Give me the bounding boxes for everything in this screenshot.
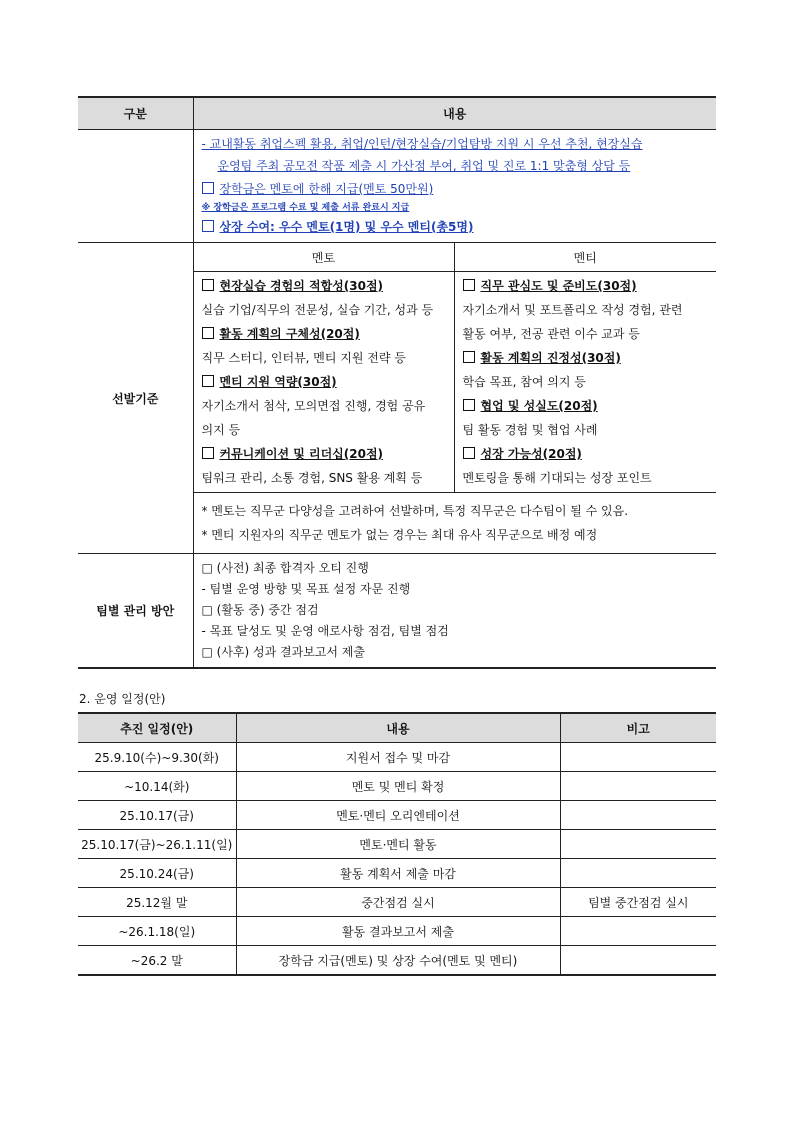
criterion-title-text: 활동 계획의 구체성(20점)	[219, 327, 360, 341]
mentor-criteria	[193, 272, 454, 493]
mentee-criterion-desc: 학습 목표, 참여 의지 등	[462, 375, 586, 389]
table-row	[78, 859, 716, 888]
selection-subheader-row	[78, 243, 716, 272]
team-mgmt-row	[78, 554, 716, 669]
schedule-note-cell	[560, 772, 716, 801]
mentor-criterion-title	[202, 370, 448, 394]
schedule-header-row	[78, 713, 716, 743]
benefit-line-5	[202, 215, 711, 239]
mentee-criterion-title	[463, 274, 711, 298]
schedule-body	[78, 743, 716, 976]
benefit-line-2: 운영팀 주최 공모전 작품 제출 시 가산점 부여, 취업 및 진로 1:1 맞춤형 상담 등	[217, 159, 631, 173]
mentee-criteria	[454, 272, 716, 493]
table-row	[78, 772, 716, 801]
table-row	[78, 946, 716, 976]
mentee-criterion-desc: 활동 여부, 전공 관련 이수 교과 등	[462, 327, 640, 341]
schedule-date-cell: 25.10.17(금)	[78, 801, 236, 830]
mentor-criterion-title	[202, 274, 448, 298]
table-row	[78, 830, 716, 859]
checkbox-icon	[463, 399, 475, 411]
mentee-criterion-desc: 팀 활동 경험 및 협업 사례	[462, 423, 598, 437]
table-row	[78, 917, 716, 946]
criterion-title-text: 성장 가능성(20점)	[480, 447, 582, 461]
mentee-criterion-desc: 자기소개서 및 포트폴리오 작성 경험, 관련	[462, 303, 683, 317]
note-line: * 멘티 지원자의 직무군 멘토가 없는 경우는 최대 유사 직무군으로 배정 예정	[201, 528, 598, 542]
schedule-note-cell: 팀별 중간점검 실시	[560, 888, 716, 917]
selection-label: 선발기준	[78, 243, 193, 554]
schedule-date-cell: 25.10.17(금)~26.1.11(일)	[78, 830, 236, 859]
section-heading: 2. 운영 일정(안)	[79, 692, 166, 706]
team-mgmt-label: 팀별 관리 방안	[78, 554, 193, 669]
schedule-note-cell	[560, 830, 716, 859]
criterion-title-text: 멘티 지원 역량(30점)	[219, 375, 337, 389]
checkbox-icon	[202, 279, 214, 291]
mentee-criterion-title	[463, 346, 711, 370]
table-row	[78, 801, 716, 830]
criterion-title-text: 활동 계획의 진정성(30점)	[480, 351, 621, 365]
checkbox-icon	[202, 375, 214, 387]
schedule-content-cell: 멘토 및 멘티 확정	[236, 772, 560, 801]
schedule-note-cell	[560, 946, 716, 976]
table-row	[78, 888, 716, 917]
mentor-criterion-desc: 팀워크 관리, 소통 경험, SNS 활용 계획 등	[201, 471, 423, 485]
schedule-date-cell: ~26.2 말	[78, 946, 236, 976]
header-category: 구분	[78, 97, 193, 130]
table-row	[78, 743, 716, 772]
schedule-note-cell	[560, 917, 716, 946]
note-line: * 멘토는 직무군 다양성을 고려하여 선발하며, 특정 직무군은 다수팀이 될 수 있음.	[201, 504, 629, 518]
mentee-criterion-desc: 멘토링을 통해 기대되는 성장 포인트	[462, 471, 652, 485]
team-mgmt-line: - 팀별 운영 방향 및 목표 설정 자문 진행	[201, 582, 411, 596]
criterion-title-text: 직무 관심도 및 준비도(30점)	[480, 279, 637, 293]
team-mgmt-line: - 목표 달성도 및 운영 애로사항 점검, 팀별 점검	[201, 624, 449, 638]
schedule-content-cell: 지원서 접수 및 마감	[236, 743, 560, 772]
schedule-note-cell	[560, 743, 716, 772]
schedule-date-cell: ~26.1.18(일)	[78, 917, 236, 946]
checkbox-icon	[202, 220, 214, 232]
mentor-criterion-desc: 실습 기업/직무의 전문성, 실습 기간, 성과 등	[201, 303, 434, 317]
checkbox-icon	[463, 279, 475, 291]
benefits-label-cell	[78, 130, 193, 243]
criterion-title-text: 현장실습 경험의 적합성(30점)	[219, 279, 384, 293]
criterion-title-text: 협업 및 성실도(20점)	[480, 399, 598, 413]
schedule-header-content: 내용	[236, 713, 560, 743]
benefit-line-1: - 교내활동 취업스펙 활용, 취업/인턴/현장실습/기업탐방 지원 시 우선 추천, 현장실습	[201, 137, 643, 151]
team-mgmt-cell	[193, 554, 716, 669]
benefit-line-3	[202, 177, 711, 201]
benefits-cell	[193, 130, 716, 243]
schedule-content-cell: 장학금 지급(멘토) 및 상장 수여(멘토 및 멘티)	[236, 946, 560, 976]
schedule-content-cell: 활동 결과보고서 제출	[236, 917, 560, 946]
header-content: 내용	[193, 97, 716, 130]
mentor-header: 멘토	[193, 243, 454, 272]
schedule-content-cell: 멘토·멘티 오리엔테이션	[236, 801, 560, 830]
schedule-date-cell: ~10.14(화)	[78, 772, 236, 801]
team-mgmt-line: □ (활동 중) 중간 점검	[201, 603, 319, 617]
schedule-note-cell	[560, 801, 716, 830]
schedule-header-note: 비고	[560, 713, 716, 743]
schedule-note-cell	[560, 859, 716, 888]
schedule-table	[78, 712, 716, 976]
criterion-title-text: 상장 수여: 우수 멘토(1명) 및 우수 멘티(총5명)	[219, 220, 474, 234]
mentee-criterion-title	[463, 394, 711, 418]
schedule-content-cell: 중간점검 실시	[236, 888, 560, 917]
mentor-criterion-desc: 직무 스터디, 인터뷰, 멘티 지원 전략 등	[201, 351, 406, 365]
schedule-date-cell: 25.12월 말	[78, 888, 236, 917]
mentor-criterion-title	[202, 322, 448, 346]
table-header-row	[78, 97, 716, 130]
mentor-criterion-title	[202, 442, 448, 466]
criterion-title-text: 커뮤니케이션 및 리더십(20점)	[219, 447, 384, 461]
schedule-content-cell: 활동 계획서 제출 마감	[236, 859, 560, 888]
checkbox-icon	[202, 182, 214, 194]
criterion-title-text: 장학금은 멘토에 한해 지급(멘토 50만원)	[219, 182, 434, 196]
schedule-header-date: 추진 일정(안)	[78, 713, 236, 743]
mentor-criterion-desc: 의지 등	[201, 423, 241, 437]
program-table	[78, 96, 716, 669]
checkbox-icon	[202, 447, 214, 459]
benefit-note: ※ 장학금은 프로그램 수료 및 제출 서류 완료시 지급	[201, 203, 410, 213]
schedule-content-cell: 멘토·멘티 활동	[236, 830, 560, 859]
mentee-header: 멘티	[454, 243, 716, 272]
mentor-criterion-desc: 자기소개서 첨삭, 모의면접 진행, 경험 공유	[201, 399, 426, 413]
checkbox-icon	[202, 327, 214, 339]
mentee-criterion-title	[463, 442, 711, 466]
schedule-date-cell: 25.10.24(금)	[78, 859, 236, 888]
schedule-date-cell: 25.9.10(수)~9.30(화)	[78, 743, 236, 772]
checkbox-icon	[463, 351, 475, 363]
selection-notes	[193, 493, 716, 554]
team-mgmt-line: □ (사전) 최종 합격자 오티 진행	[201, 561, 369, 575]
checkbox-icon	[463, 447, 475, 459]
team-mgmt-line: □ (사후) 성과 결과보고서 제출	[201, 645, 365, 659]
benefits-row	[78, 130, 716, 243]
